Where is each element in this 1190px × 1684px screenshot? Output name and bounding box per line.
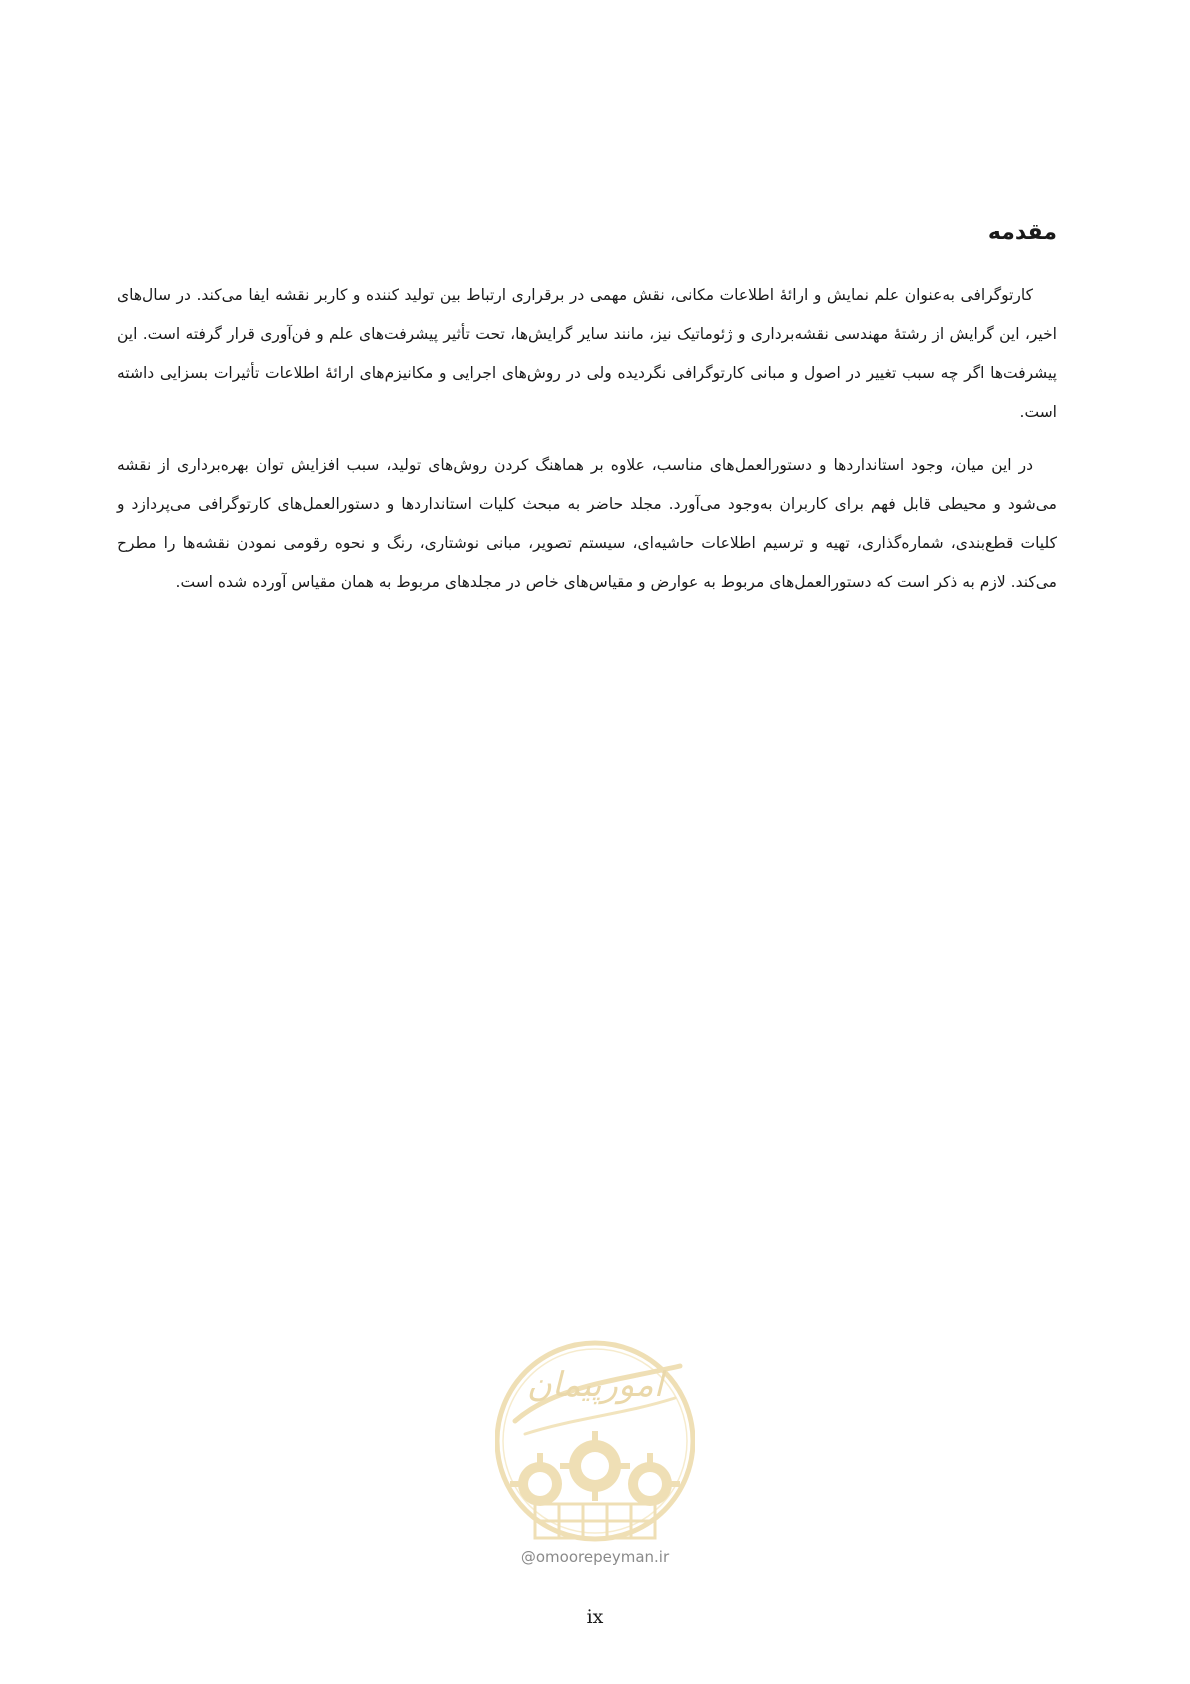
watermark-logo	[495, 1326, 695, 1576]
page-number: ix	[586, 1606, 604, 1628]
paragraph-2: در این میان، وجود استانداردها و دستورالعمل‌های مناسب، علاوه بر هماهنگ کردن روش‌های تولید، سبب افزایش توان بهره‌برداری از نقشه می‌شود و محیطی قابل فهم برای کاربران به‌وجود می‌آورد. مجلد حاضر به مبحث کلیات استانداردها و دستورالعمل‌های کارتوگرافی می‌پردازد و کلیات قطع‌بندی، شماره‌گذاری، تهیه و ترسیم اطلاعات حاشیه‌ای، سیستم تصویر، مبانی نوشتاری، رنگ و نحوه رقومی نمودن نقشه‌ها را مطرح می‌کند. لازم به ذکر است که دستورالعمل‌های مربوط به عوارض و مقیاس‌های خاص در مجلدهای مربوط به همان مقیاس آورده شده است.	[117, 456, 1057, 591]
watermark-logo-text: امورپیمان	[526, 1365, 664, 1405]
paragraph-1: کارتوگرافی به‌عنوان علم نمایش و ارائهٔ اطلاعات مکانی، نقش مهمی در برقراری ارتباط بین تولید کننده و کاربر نقشه ایفا می‌کند. در سال‌های اخیر، این گرایش از رشتهٔ مهندسی نقشه‌برداری و ژئوماتیک نیز، مانند سایر گرایش‌ها، تحت تأثیر پیشرفت‌های علم و فن‌آوری قرار گرفته است. این پیشرفت‌ها اگر چه سبب تغییر در اصول و مبانی کارتوگرافی نگردیده ولی در روش‌های اجرایی و مکانیزم‌های ارائهٔ اطلاعات تأثیرات بسزایی داشته است.	[117, 286, 1057, 421]
section-heading: مقدمه	[987, 220, 1057, 245]
body-text	[117, 276, 1057, 616]
watermark-caption: @omoorepeyman.ir	[520, 1548, 670, 1566]
